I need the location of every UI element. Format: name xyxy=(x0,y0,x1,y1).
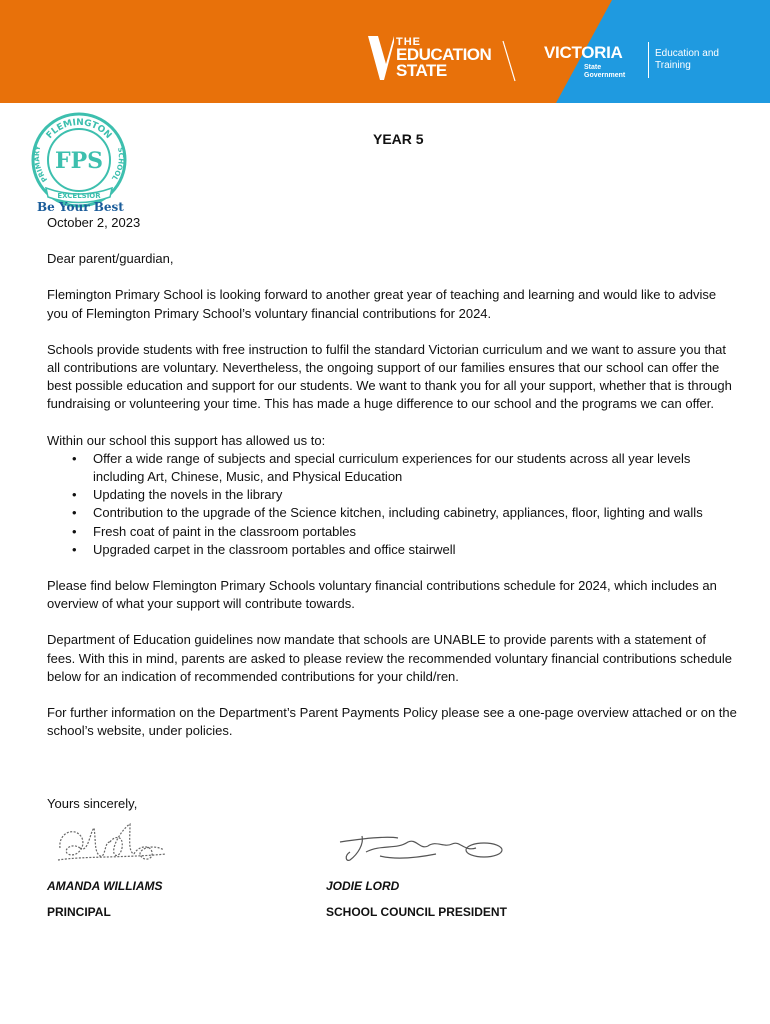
victoria-wordmark: VICTORIA xyxy=(544,43,623,62)
crest-top-text: FLEMINGTON xyxy=(44,117,114,141)
education-state-title: EDUCATION STATE xyxy=(396,45,492,80)
crest-right-text: SCHOOL xyxy=(109,146,125,182)
victoria-government-logo xyxy=(544,36,764,86)
list-item: • Updating the novels in the library xyxy=(93,486,737,504)
crest-left-text: PRIMARY xyxy=(33,144,50,184)
education-state-logo xyxy=(366,34,516,84)
letter-body xyxy=(47,214,737,758)
principal-signature xyxy=(54,818,174,868)
logo-divider xyxy=(648,42,649,78)
signatory-name-principal: AMANDA WILLIAMS xyxy=(47,879,163,893)
chevron-icon xyxy=(366,34,396,84)
closing: Yours sincerely, xyxy=(47,796,138,811)
list-item: • Offer a wide range of subjects and special curriculum experiences for our students across all year levels including Art, Chinese, Music, and Physical Education xyxy=(93,450,737,486)
header-banner xyxy=(0,0,770,103)
year-label: YEAR 5 xyxy=(373,131,424,147)
signatory-role-president: SCHOOL COUNCIL PRESIDENT xyxy=(326,905,507,919)
support-list xyxy=(47,450,737,559)
list-item: • Fresh coat of paint in the classroom portables xyxy=(93,523,737,541)
paragraph: Schools provide students with free instruction to fulfil the standard Victorian curriculum and we want to assure you that all contributions are voluntary. Nevertheless, the ongoing support of our families ensures that our school can offer the best possible education and support for our students. We want to thank you for all your support, whether that is through fundraising or volunteering your time. This has made a huge difference to our school and the programs we can offer. xyxy=(47,341,732,412)
signatory-name-president: JODIE LORD xyxy=(326,879,400,893)
education-state-the: THE xyxy=(396,36,421,48)
signatory-role-principal: PRINCIPAL xyxy=(47,905,111,919)
paragraph: Flemington Primary School is looking forward to another great year of teaching and learning and would like to advise you of Flemington Primary School’s voluntary financial contributions for 2024. xyxy=(47,287,717,321)
list-item: • Contribution to the upgrade of the Science kitchen, including cabinetry, appliances, floor, lighting and walls xyxy=(93,504,737,522)
list-intro: Within our school this support has allowed us to: xyxy=(47,432,326,448)
list-item: • Upgraded carpet in the classroom portables and office stairwell xyxy=(93,541,737,559)
salutation: Dear parent/guardian, xyxy=(47,251,174,267)
crest-banner-text: EXCELSIOR xyxy=(57,192,101,200)
letter-date: October 2, 2023 xyxy=(47,215,141,230)
victoria-state-government: State Government xyxy=(584,64,626,79)
president-signature xyxy=(336,830,506,866)
department-name: Education and Training xyxy=(655,48,719,71)
paragraph: Department of Education guidelines now mandate that schools are UNABLE to provide parents with a statement of fees. With this in mind, parents are asked to please review the recommended voluntary financial contributions schedule below for an indication of recommended contributions for your child/ren. xyxy=(47,632,733,684)
paragraph: Please find below Flemington Primary Schools voluntary financial contributions schedule for 2024, which includes an overview of what your support will contribute towards. xyxy=(47,578,717,612)
school-crest-logo xyxy=(24,104,134,214)
school-motto: Be Your Best xyxy=(37,200,124,214)
slash-icon xyxy=(502,40,516,82)
crest-monogram: FPS xyxy=(54,148,104,174)
paragraph: For further information on the Department’s Parent Payments Policy please see a one-page overview attached or on the school’s website, under policies. xyxy=(47,705,737,739)
